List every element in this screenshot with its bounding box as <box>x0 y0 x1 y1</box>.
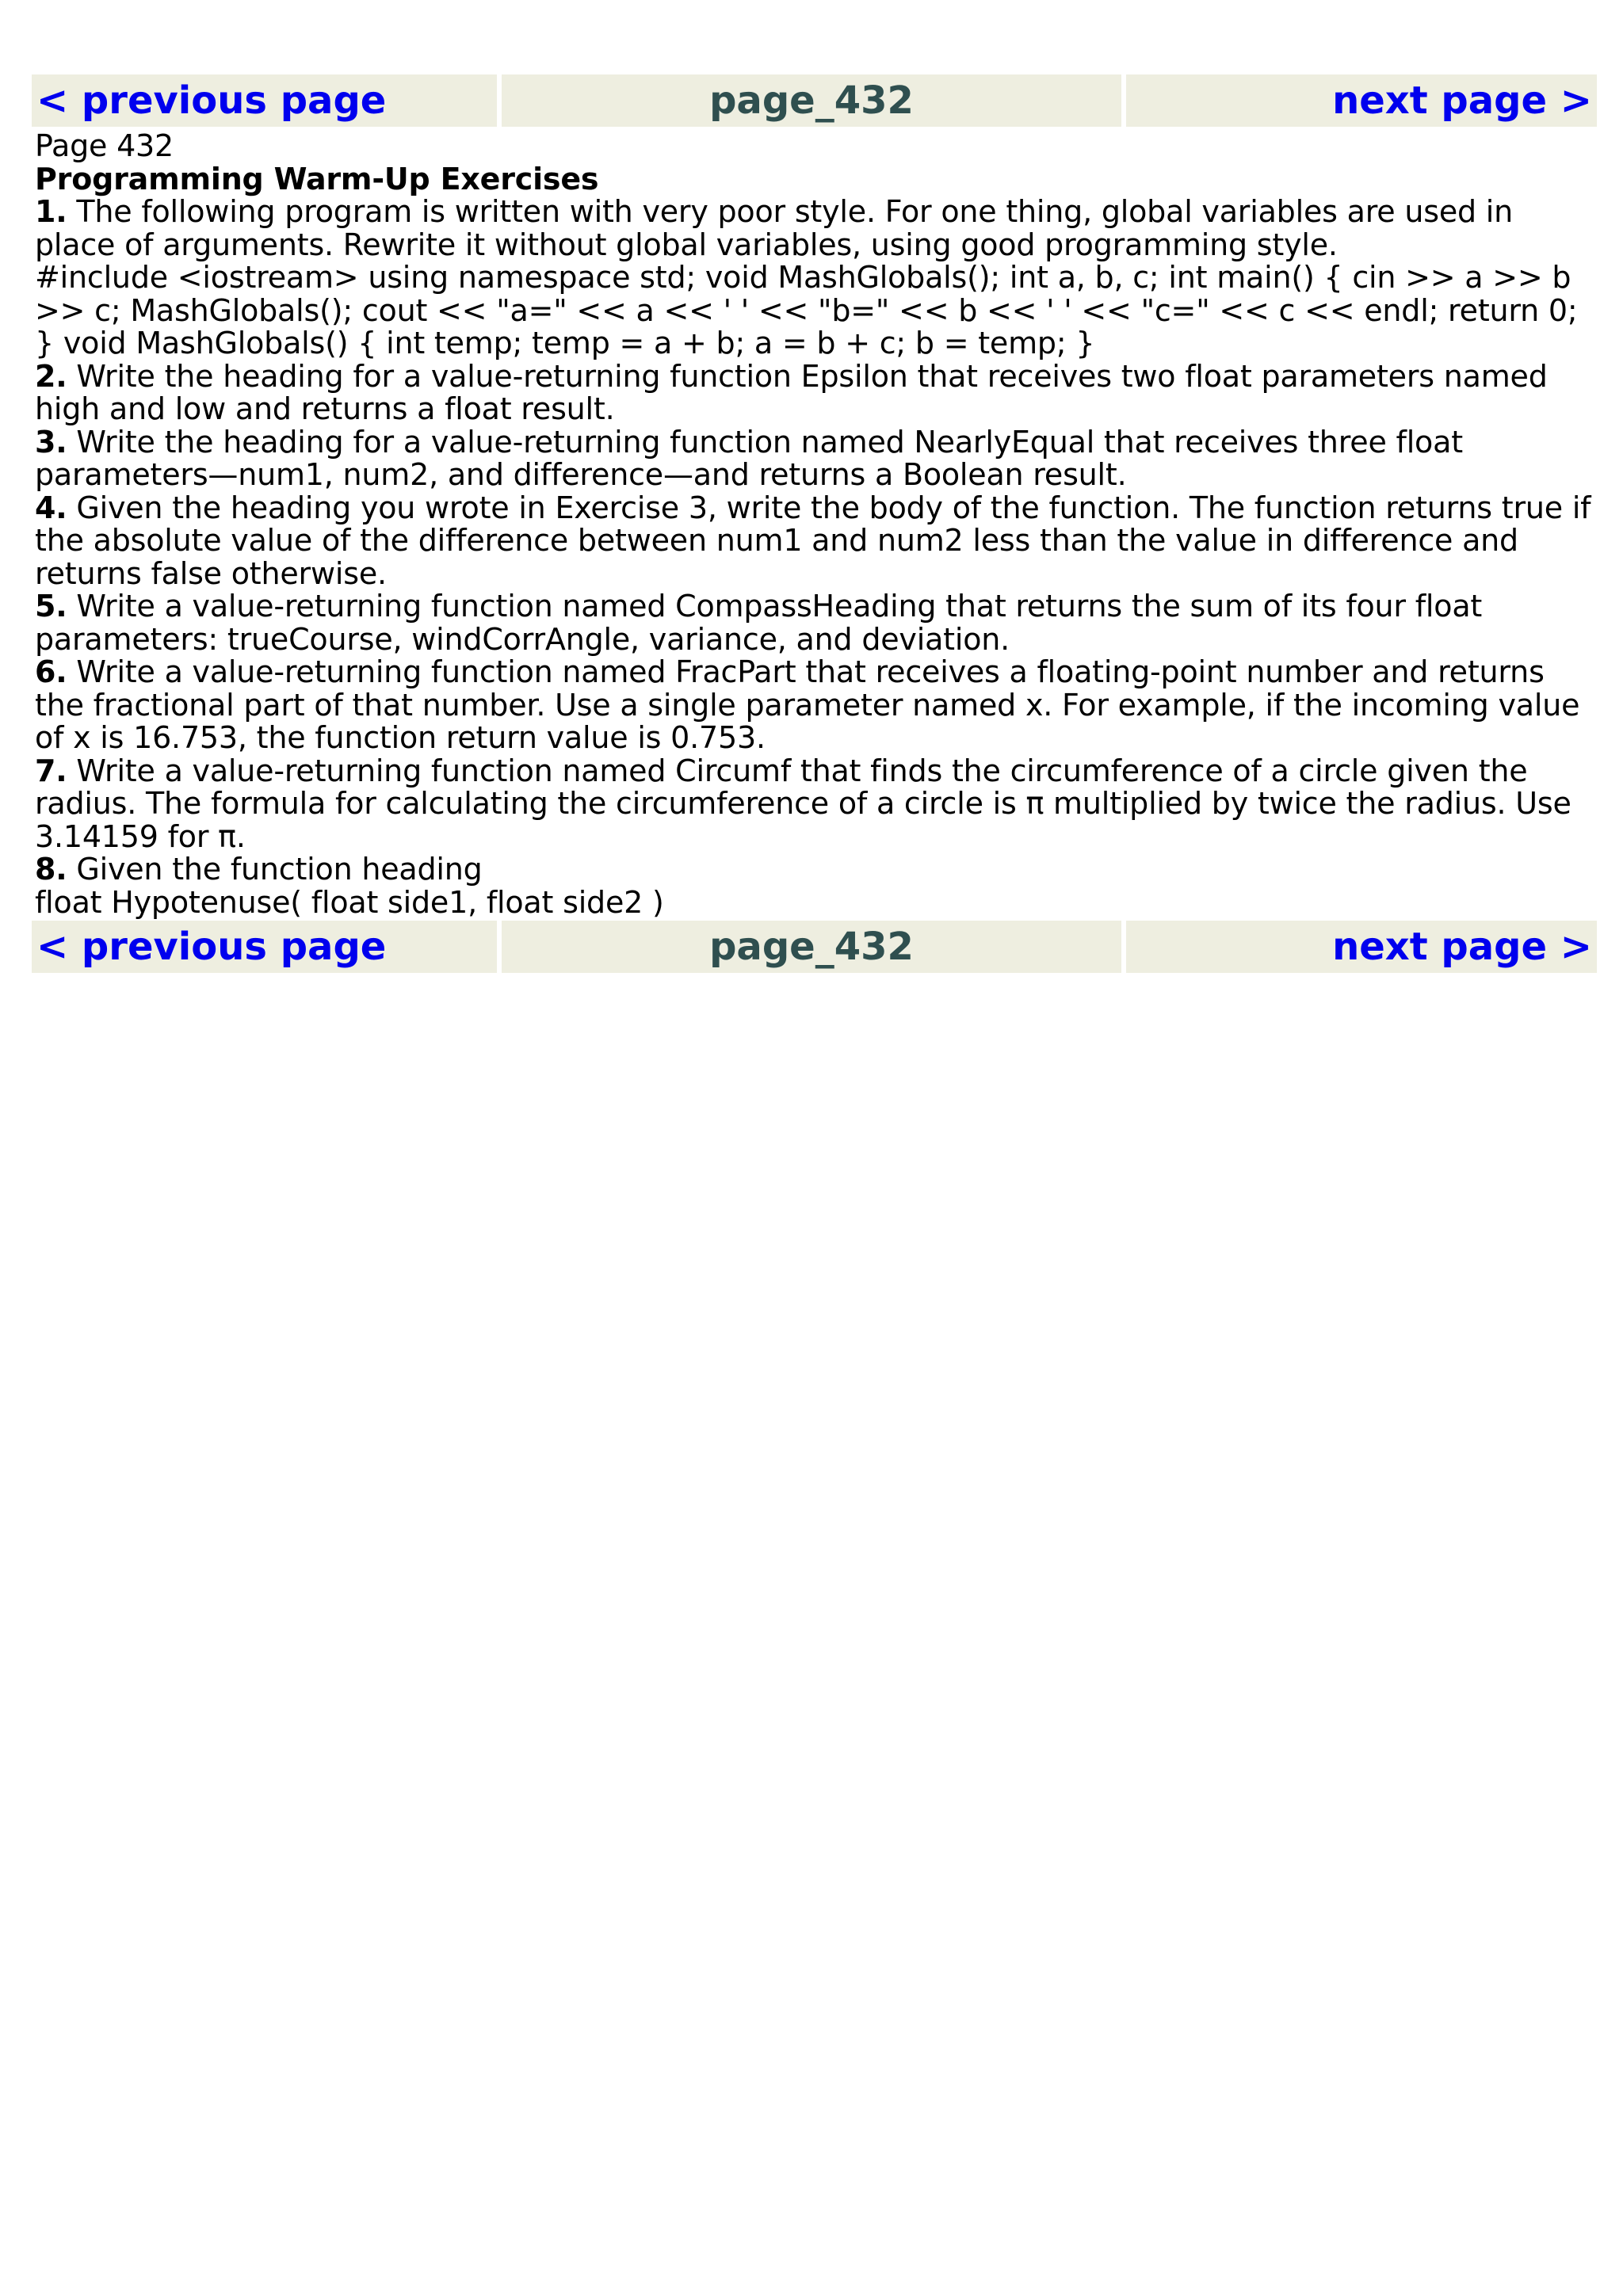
bottom-next-page-link[interactable]: next page > <box>1126 921 1597 973</box>
bottom-navbar <box>32 921 1597 973</box>
top-page-label: page_432 <box>502 74 1121 127</box>
exercise-number: 4. <box>35 490 67 525</box>
exercise-text: float Hypotenuse( float side1, float side2 ) <box>35 884 664 920</box>
exercise-item <box>35 755 1597 854</box>
exercise-item <box>35 360 1597 426</box>
exercise-number: 8. <box>35 852 67 887</box>
exercise-text: Write a value-returning function named FracPart that receives a floating-point number and returns the fractional part of that number. Use a single parameter named x. For example, if the incoming value of x is 16.753, the function return value is 0.753. <box>35 654 1580 755</box>
exercise-item <box>35 196 1597 261</box>
exercise-text: #include <iostream> using namespace std; void MashGlobals(); int a, b, c; int main() { cin >> a >> b >> c; MashGlobals(); cout << "a=" << a << ' ' << "b=" << b << ' ' << "c=" << c << endl; return 0; } void MashGlobals() { int temp; temp = a + b; a = b + c; b = temp; } <box>35 260 1578 360</box>
exercise-number: 1. <box>35 194 67 229</box>
exercise-item <box>35 590 1597 656</box>
function-heading <box>35 884 1597 920</box>
code-listing <box>35 261 1597 360</box>
exercise-text: The following program is written with very poor style. For one thing, global variables are used in place of arguments. Rewrite it without global variables, using good programming style. <box>35 194 1514 262</box>
top-navbar <box>32 74 1597 127</box>
exercise-text: Given the heading you wrote in Exercise 3, write the body of the function. The function returns true if the absolute value of the difference between num1 and num2 less than the value in difference and returns false otherwise. <box>35 490 1591 591</box>
exercise-number: 5. <box>35 589 67 624</box>
page-number: Page 432 <box>35 128 174 163</box>
exercise-item <box>35 853 1597 887</box>
top-next-page-link[interactable]: next page > <box>1126 74 1597 127</box>
bottom-page-label: page_432 <box>502 921 1121 973</box>
exercise-item <box>35 426 1597 492</box>
top-previous-page-link[interactable]: < previous page <box>32 74 497 127</box>
exercise-number: 2. <box>35 358 67 394</box>
bottom-previous-page-link[interactable]: < previous page <box>32 921 497 973</box>
exercise-text: Given the function heading <box>67 852 483 887</box>
section-title: Programming Warm-Up Exercises <box>35 161 599 196</box>
exercise-item <box>35 492 1597 591</box>
exercise-text: Write a value-returning function named Circumf that finds the circumference of a circle given the radius. The formula for calculating the circumference of a circle is π multiplied by twice the radius. Use 3.14159 for π. <box>35 753 1571 854</box>
exercise-number: 6. <box>35 654 67 689</box>
exercise-text: Write the heading for a value-returning function named NearlyEqual that receives three float parameters—num1, num2, and difference—and returns a Boolean result. <box>35 424 1463 492</box>
exercise-text: Write the heading for a value-returning function Epsilon that receives two float parameters named high and low and returns a float result. <box>35 358 1548 426</box>
exercise-text: Write a value-returning function named CompassHeading that returns the sum of its four float parameters: trueCourse, windCorrAngle, variance, and deviation. <box>35 589 1483 657</box>
page <box>32 74 1597 973</box>
page-content <box>32 127 1597 921</box>
exercise-number: 7. <box>35 753 67 788</box>
exercise-item <box>35 656 1597 755</box>
exercise-number: 3. <box>35 424 67 460</box>
